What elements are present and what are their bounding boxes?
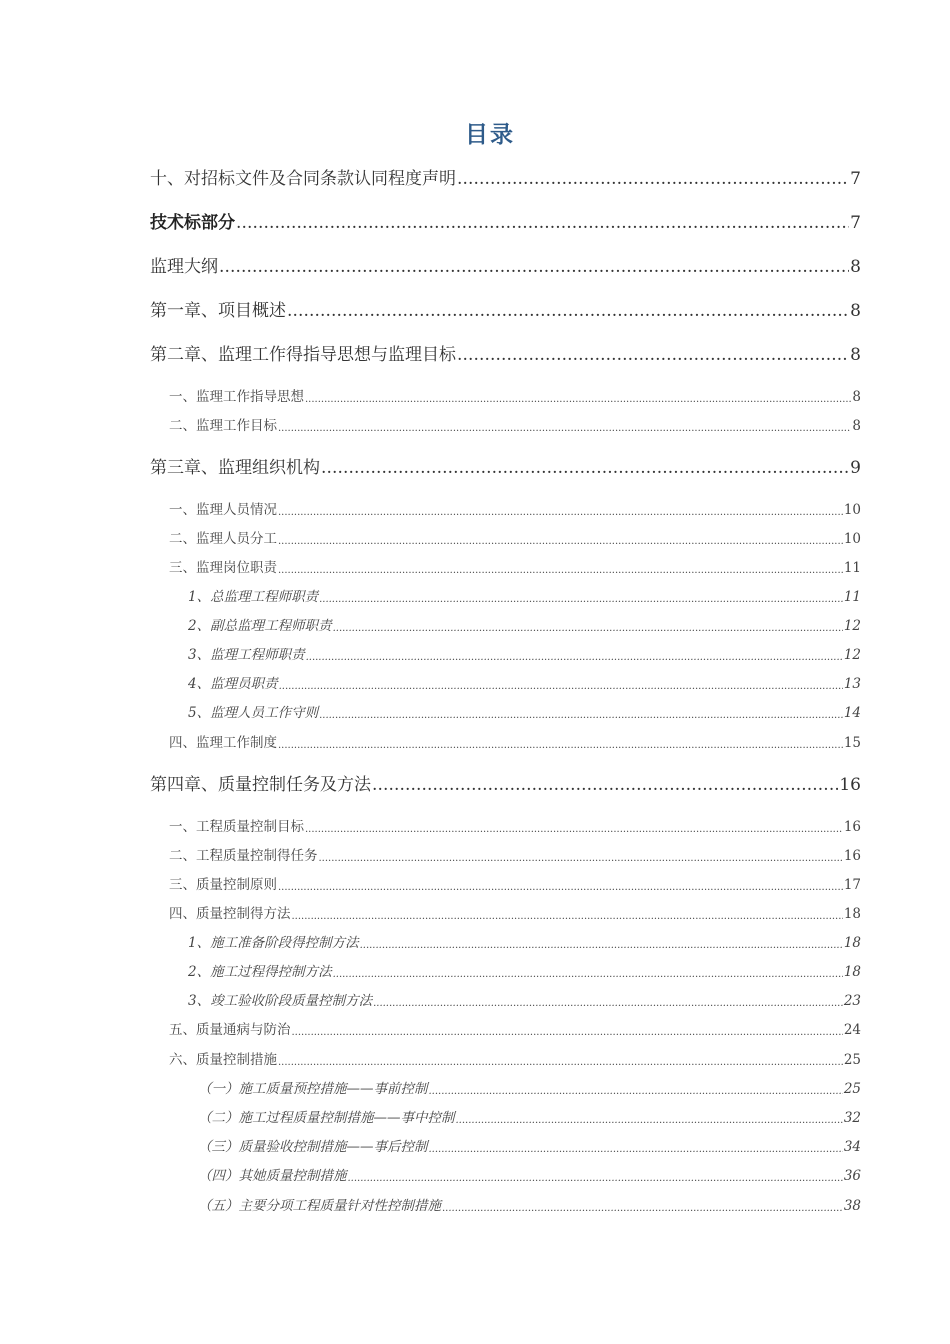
toc-entry-label: （二）施工过程质量控制措施——事中控制 [198, 1110, 455, 1126]
toc-entry[interactable] [198, 1164, 861, 1184]
toc-entry-label: 三、监理岗位职责 [169, 560, 277, 576]
toc-entry-page: 12 [843, 647, 861, 663]
toc-entry-label: 2、施工过程得控制方法 [188, 964, 332, 980]
toc-entry[interactable] [150, 208, 861, 233]
dot-leader [321, 458, 849, 478]
dot-leader [278, 740, 843, 751]
toc-entry-label: （一）施工质量预控措施——事前控制 [198, 1081, 428, 1097]
toc-entry-page: 7 [850, 169, 861, 189]
toc-entry-page: 11 [843, 560, 861, 576]
toc-entry-page: 7 [850, 213, 861, 233]
toc-entry-label: 二、工程质量控制得任务 [169, 848, 318, 864]
toc-title: 目录 [465, 121, 515, 148]
toc-entry-label: （四）其她质量控制措施 [198, 1168, 347, 1184]
dot-leader [360, 940, 843, 951]
dot-leader [278, 1057, 843, 1068]
dot-leader [279, 681, 843, 692]
toc-entry-label: 一、监理工作指导思想 [169, 389, 304, 405]
toc-entry-page: 18 [843, 964, 861, 980]
toc-entry-label: 第一章、项目概述 [150, 301, 286, 321]
toc-entry-label: （三）质量验收控制措施——事后控制 [198, 1139, 428, 1155]
dot-leader [219, 257, 849, 277]
toc-entry-page: 13 [843, 676, 861, 692]
toc-entry[interactable] [150, 453, 861, 478]
toc-entry-label: 第二章、监理工作得指导思想与监理目标 [150, 345, 456, 365]
dot-leader [456, 1115, 843, 1126]
toc-entry-label: 二、监理人员分工 [169, 531, 277, 547]
toc-entry[interactable] [169, 873, 861, 893]
dot-leader [333, 623, 843, 634]
toc-entry[interactable] [150, 164, 861, 189]
dot-leader [372, 775, 838, 795]
dot-leader [429, 1144, 843, 1155]
toc-entry[interactable] [169, 385, 861, 405]
toc-entry-label: 3、竣工验收阶段质量控制方法 [188, 993, 373, 1009]
toc-entry[interactable] [169, 414, 861, 434]
dot-leader [236, 213, 849, 233]
toc-entry[interactable] [150, 340, 861, 365]
toc-entry-page: 8 [850, 257, 861, 277]
toc-entry-page: 8 [850, 345, 861, 365]
toc-entry[interactable] [150, 770, 861, 795]
toc-entry[interactable] [198, 1077, 861, 1097]
toc-entry[interactable] [169, 815, 861, 835]
toc-entry-label: 三、质量控制原则 [169, 877, 277, 893]
toc-entry[interactable] [150, 252, 861, 277]
toc-entry-page: 12 [843, 618, 861, 634]
dot-leader [457, 345, 849, 365]
toc-entry[interactable] [188, 989, 861, 1009]
dot-leader [457, 169, 849, 189]
toc-entry-label: 一、工程质量控制目标 [169, 819, 304, 835]
toc-entry[interactable] [169, 1018, 861, 1038]
toc-entry-label: 2、副总监理工程师职责 [188, 618, 332, 634]
toc-entry-label: 一、监理人员情况 [169, 502, 277, 518]
toc-entry[interactable] [188, 931, 861, 951]
toc-entry[interactable] [169, 556, 861, 576]
toc-entry-page: 15 [843, 735, 861, 751]
dot-leader [278, 507, 843, 518]
toc-entry[interactable] [169, 1048, 861, 1068]
toc-entry[interactable] [169, 902, 861, 922]
dot-leader [429, 1086, 843, 1097]
toc-entry-page: 8 [852, 418, 861, 434]
toc-entry-page: 24 [843, 1022, 861, 1038]
dot-leader [305, 824, 843, 835]
dot-leader [319, 594, 843, 605]
toc-entry-page: 9 [850, 458, 861, 478]
toc-entry[interactable] [188, 960, 861, 980]
dot-leader [292, 1027, 843, 1038]
toc-entry[interactable] [188, 643, 861, 663]
toc-entry[interactable] [188, 672, 861, 692]
toc-entry-page: 16 [839, 775, 861, 795]
toc-entry[interactable] [169, 498, 861, 518]
toc-entry[interactable] [188, 614, 861, 634]
toc-entry-label: 五、质量通病与防治 [169, 1022, 291, 1038]
toc-entry-page: 25 [843, 1081, 861, 1097]
toc-entry[interactable] [150, 296, 861, 321]
toc-entry-label: 监理大纲 [150, 257, 218, 277]
toc-entry[interactable] [198, 1135, 861, 1155]
toc-entry[interactable] [169, 731, 861, 751]
toc-entry-page: 16 [843, 819, 861, 835]
toc-entry-page: 23 [843, 993, 861, 1009]
toc-entry-page: 8 [850, 301, 861, 321]
toc-entry[interactable] [169, 527, 861, 547]
toc-entry[interactable] [198, 1194, 861, 1214]
toc-entry-page: 36 [843, 1168, 861, 1184]
dot-leader [319, 853, 843, 864]
toc-entry-label: 技术标部分 [150, 213, 235, 233]
toc-entry-label: 5、监理人员工作守则 [188, 705, 319, 721]
dot-leader [278, 536, 843, 547]
toc-entry[interactable] [188, 701, 861, 721]
toc-entry-label: （五）主要分项工程质量针对性控制措施 [198, 1198, 441, 1214]
toc-entry-page: 18 [843, 906, 861, 922]
toc-entry[interactable] [169, 844, 861, 864]
toc-entry-page: 18 [843, 935, 861, 951]
dot-leader [278, 423, 851, 434]
dot-leader [306, 652, 843, 663]
toc-entry-label: 1、施工准备阶段得控制方法 [188, 935, 359, 951]
toc-entry[interactable] [188, 585, 861, 605]
toc-entry-label: 3、监理工程师职责 [188, 647, 305, 663]
toc-entry-page: 17 [843, 877, 861, 893]
toc-entry-page: 16 [843, 848, 861, 864]
toc-entry-page: 25 [843, 1052, 861, 1068]
toc-entry-page: 10 [843, 502, 861, 518]
toc-entry-label: 十、对招标文件及合同条款认同程度声明 [150, 169, 456, 189]
toc-entry-page: 38 [843, 1198, 861, 1214]
toc-entry-label: 四、监理工作制度 [169, 735, 277, 751]
toc-entry-label: 六、质量控制措施 [169, 1052, 277, 1068]
dot-leader [292, 911, 843, 922]
dot-leader [442, 1203, 843, 1214]
toc-entry-page: 8 [852, 389, 861, 405]
dot-leader [305, 394, 851, 405]
toc-entry[interactable] [198, 1106, 861, 1126]
toc-entry-page: 11 [843, 589, 861, 605]
dot-leader [287, 301, 849, 321]
toc-entry-page: 32 [843, 1110, 861, 1126]
toc-entry-label: 四、质量控制得方法 [169, 906, 291, 922]
dot-leader [348, 1173, 843, 1184]
toc-entry-label: 二、监理工作目标 [169, 418, 277, 434]
toc-entry-label: 第四章、质量控制任务及方法 [150, 775, 371, 795]
dot-leader [333, 969, 843, 980]
toc-entry-page: 34 [843, 1139, 861, 1155]
toc-entry-page: 14 [843, 705, 861, 721]
dot-leader [278, 882, 843, 893]
toc-entry-label: 4、监理员职责 [188, 676, 278, 692]
dot-leader [278, 565, 843, 576]
toc-entry-page: 10 [843, 531, 861, 547]
toc-entry-label: 第三章、监理组织机构 [150, 458, 320, 478]
dot-leader [319, 710, 843, 721]
toc-entry-label: 1、总监理工程师职责 [188, 589, 319, 605]
dot-leader [373, 998, 843, 1009]
